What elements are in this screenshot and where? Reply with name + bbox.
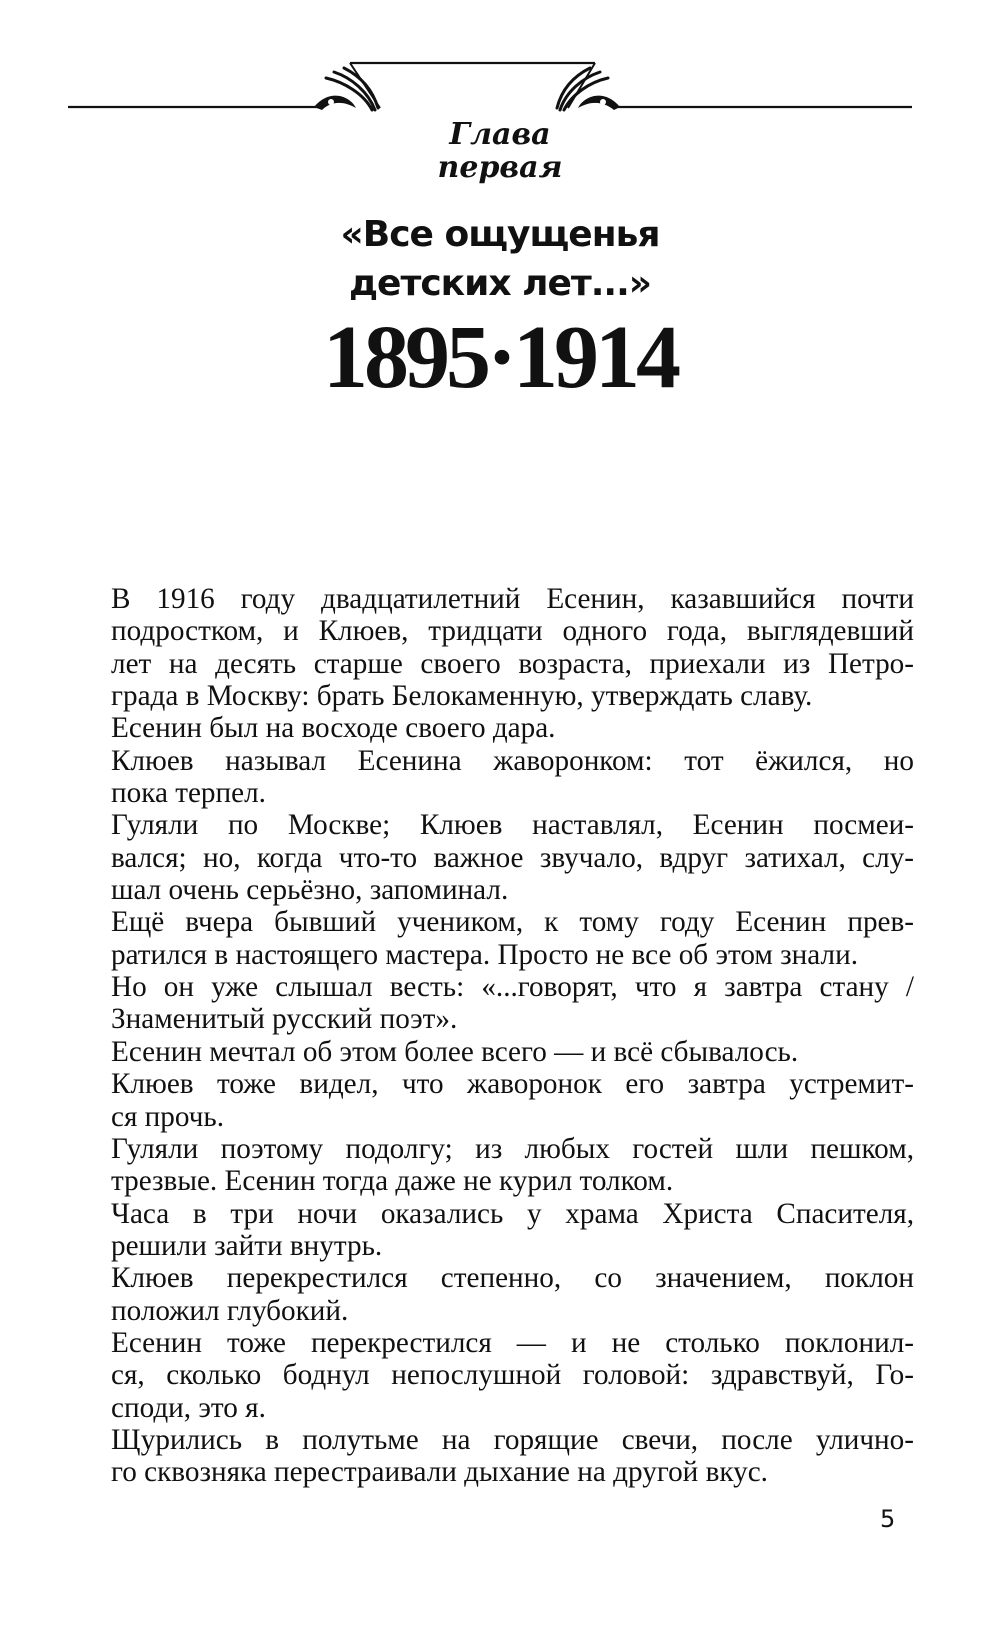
text-line: ратился в настоящего мастера. Просто не все об этом знали. [111, 938, 858, 971]
paragraph [66, 745, 914, 810]
paragraph [66, 1068, 914, 1133]
paragraph [66, 1327, 914, 1424]
paragraph [66, 809, 914, 906]
text-line: пока терпел. [111, 777, 266, 810]
chapter-title-line: детских лет...» [348, 263, 652, 304]
text-line: Гуляли по Москве; Клюев наставлял, Есенин посмеи- [111, 809, 914, 842]
text-line: подростком, и Клюев, тридцати одного года, выглядевший [111, 615, 914, 648]
text-line: Клюев перекрестился степенно, со значением, поклон [111, 1262, 914, 1295]
paragraph [66, 971, 914, 1036]
text-line: шал очень серьёзно, запоминал. [111, 874, 509, 907]
text-line: вался; но, когда что-то важное звучало, вдруг затихал, слу- [111, 841, 914, 874]
text-line: града в Москву: брать Белокаменную, утверждать славу. [111, 680, 813, 713]
paragraph [66, 1198, 914, 1263]
paragraph [66, 1036, 914, 1068]
text-line: Есенин мечтал об этом более всего — и всё сбывалось. [111, 1035, 799, 1068]
chapter-title [0, 210, 1000, 308]
text-line: го сквозняка перестраивали дыхание на другой вкус. [111, 1456, 768, 1489]
text-line: трезвые. Есенин тогда даже не курил толком. [111, 1165, 674, 1198]
paragraph [66, 1262, 914, 1327]
text-line: ся, сколько боднул непослушной головой: здравствуй, Го- [111, 1359, 914, 1392]
text-line: В 1916 году двадцатилетний Есенин, казавшийся почти [111, 583, 914, 615]
page-number: 5 [880, 1505, 896, 1533]
text-line: Есенин тоже перекрестился — и не столько поклонил- [111, 1326, 914, 1359]
text-line: ся прочь. [111, 1100, 225, 1133]
text-line: Ещё вчера бывший учеником, к тому году Есенин прев- [111, 906, 914, 939]
chapter-number: первая [437, 150, 563, 185]
paragraph [66, 906, 914, 971]
paragraph [66, 583, 914, 712]
chapter-title-line: «Все ощущенья [340, 214, 660, 255]
text-line: Клюев тоже видел, что жаворонок его завтра устремит- [111, 1068, 914, 1101]
text-line: положил глубокий. [111, 1294, 349, 1327]
paragraph [66, 712, 914, 744]
chapter-years: 1895·1914 [322, 308, 677, 407]
text-line: Часа в три ночи оказались у храма Христа Спасителя, [111, 1197, 914, 1230]
text-line: Гуляли поэтому подолгу; из любых гостей шли пешком, [111, 1132, 914, 1165]
paragraph [66, 1133, 914, 1198]
text-line: Есенин был на восходе своего дара. [111, 712, 556, 745]
body-text [66, 583, 914, 1489]
text-line: лет на десять старше своего возраста, приехали из Петро- [111, 647, 914, 680]
chapter-label: Глава [449, 117, 551, 152]
text-line: Щурились в полутьме на горящие свечи, после улично- [111, 1423, 914, 1456]
text-line: Но он уже слышал весть: «...говорят, что я завтра стану / [111, 971, 914, 1004]
text-line: Знаменитый русский поэт». [111, 1003, 458, 1036]
text-line: Клюев называл Есенина жаворонком: тот ёжился, но [111, 744, 914, 777]
text-line: решили зайти внутрь. [111, 1229, 383, 1262]
text-line: споди, это я. [111, 1391, 266, 1424]
paragraph [66, 1424, 914, 1489]
